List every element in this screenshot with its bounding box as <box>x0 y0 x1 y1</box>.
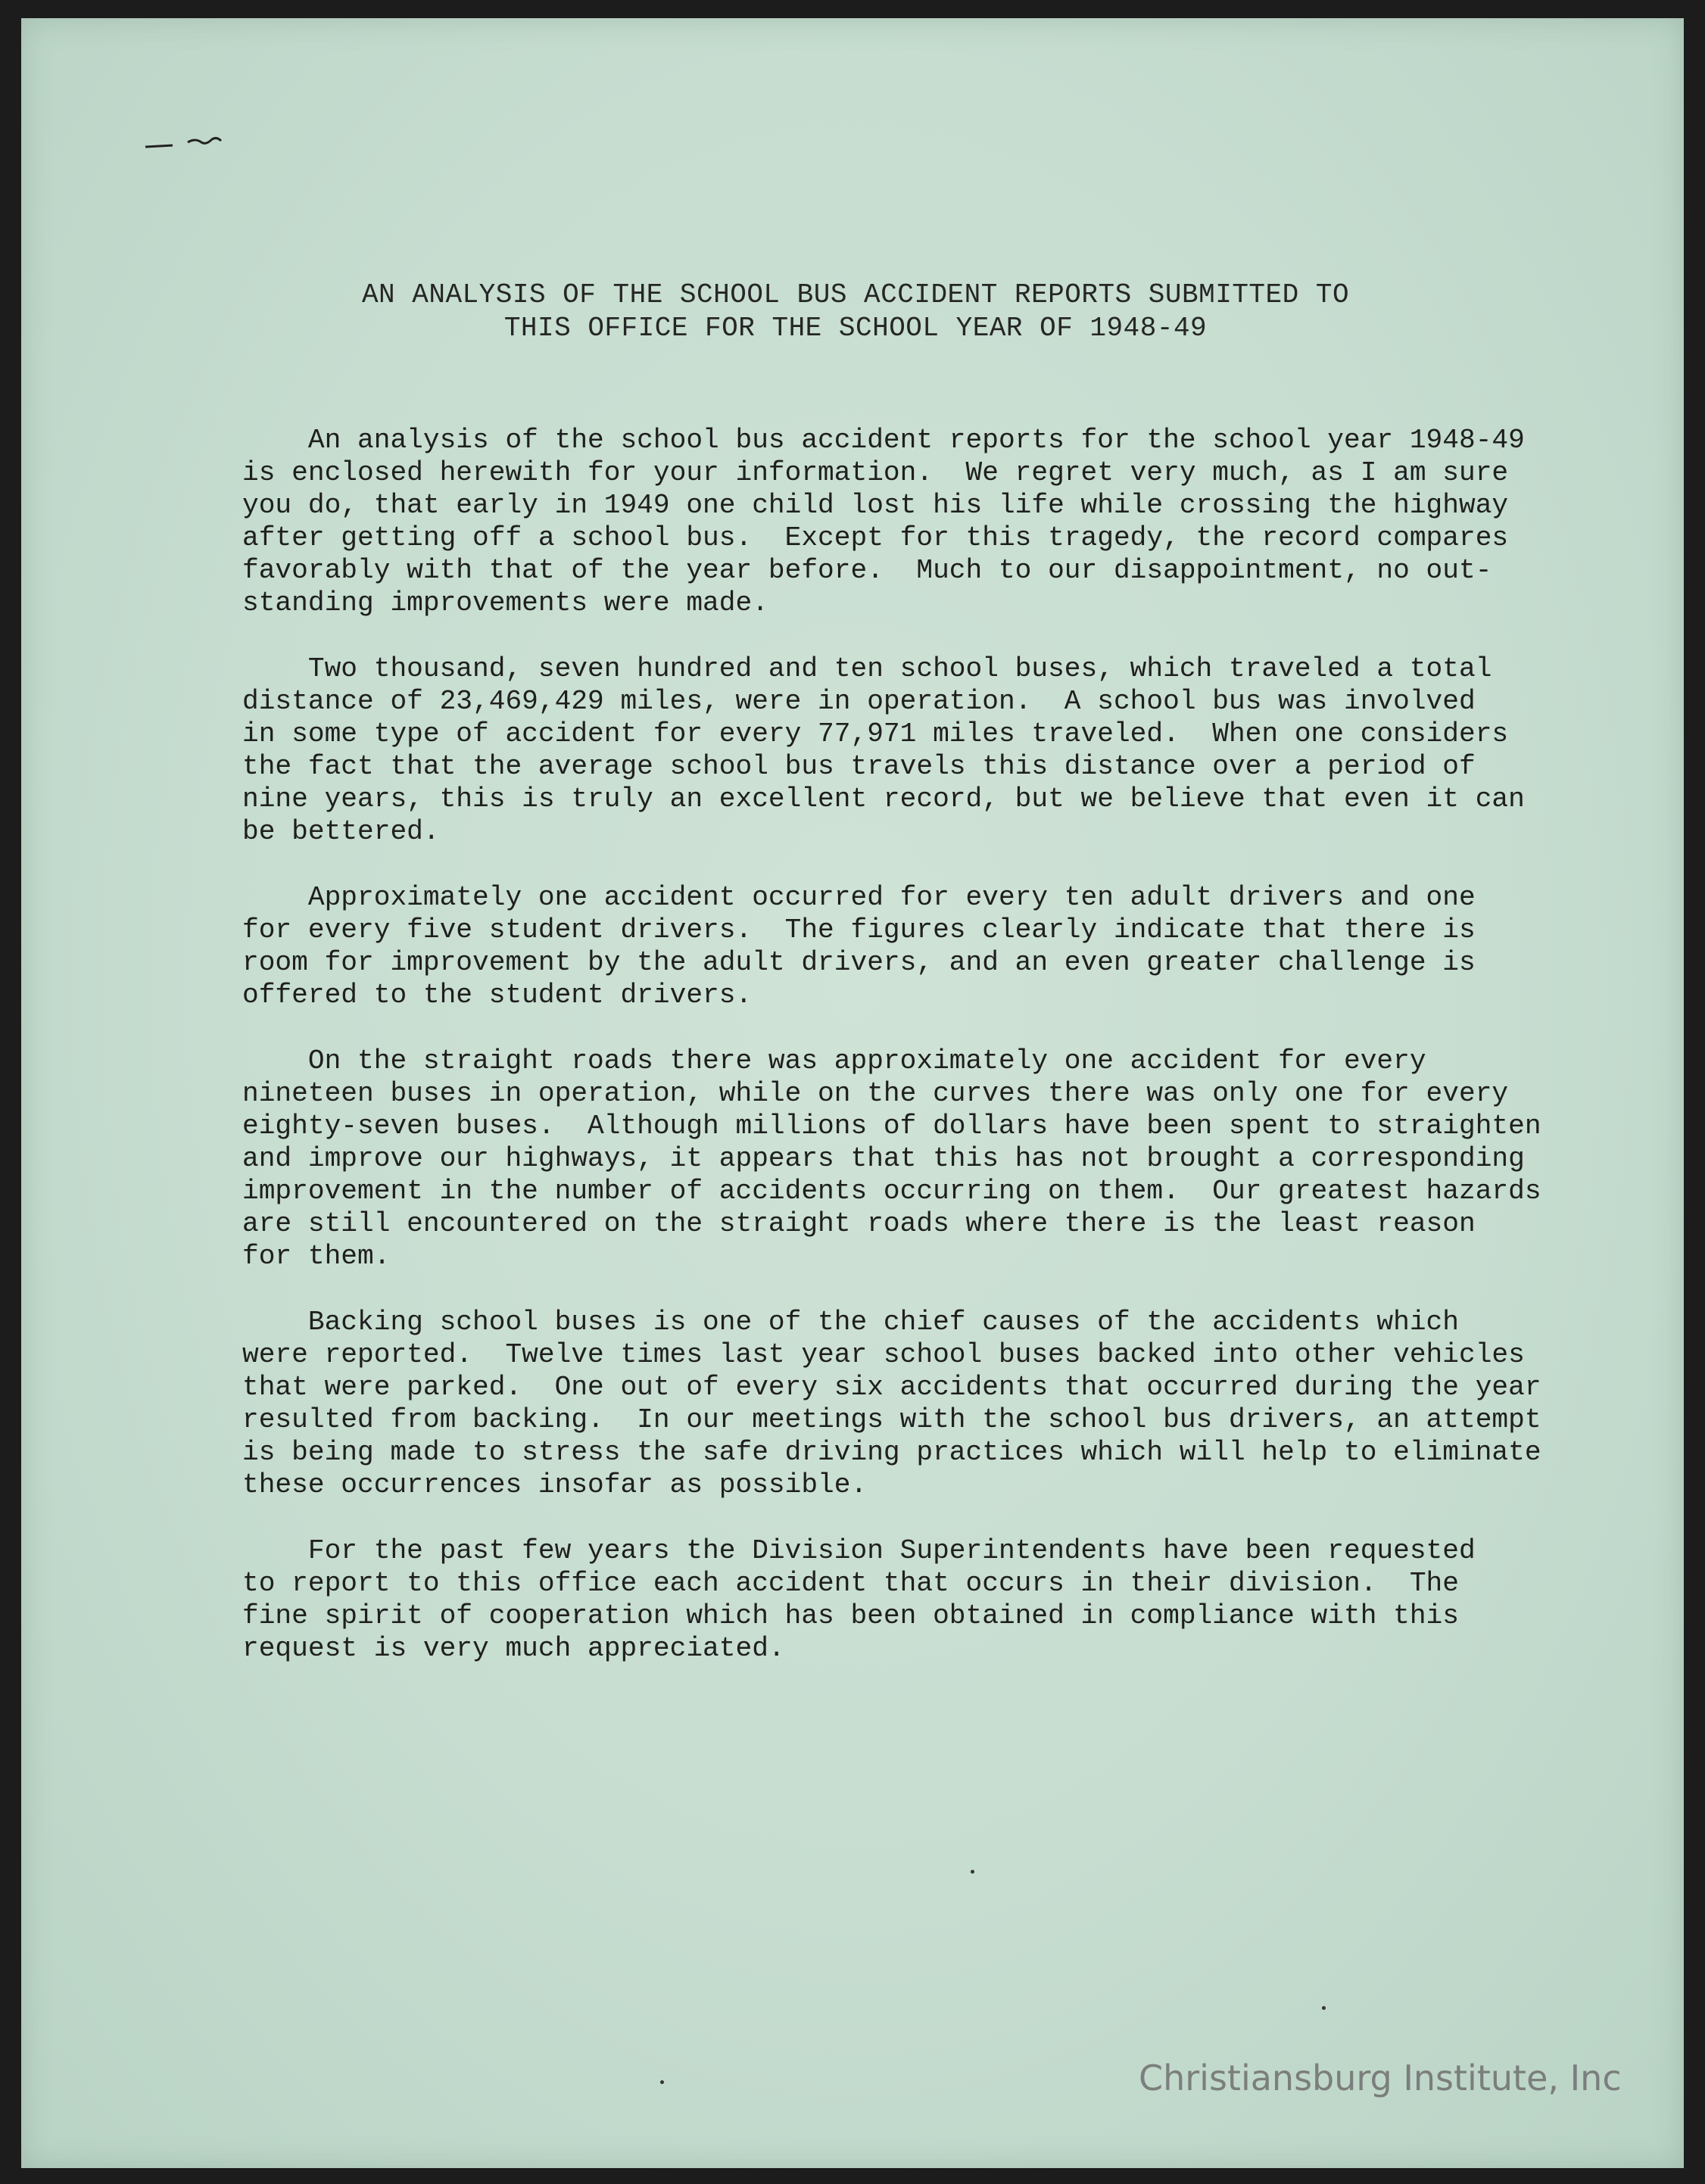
pen-mark <box>142 124 248 154</box>
title-line-2: THIS OFFICE FOR THE SCHOOL YEAR OF 1948-49 <box>503 313 1208 344</box>
paragraph-1: An analysis of the school bus accident reports for the school year 1948-49 is enclosed herewith for your information. We regret very much, as I am sure you do, that early in 1949 one child lost his life while crossing the highway after getting off a school bus. Except for this tragedy, the record compares favorably with that of the year before. Much to our disappointment, no out- standing improvements were made. <box>242 425 1525 618</box>
ink-speck <box>971 1870 974 1874</box>
paragraph-2: Two thousand, seven hundred and ten school buses, which traveled a total distance of 23,469,429 miles, were in operation. A school bus was involved in some type of accident for every 77,971 miles traveled. When one considers the fact that the average school bus travels this distance over a period of nine years, this is truly an excellent record, but we believe that even it can be bettered. <box>242 653 1525 847</box>
ink-speck <box>1322 2006 1326 2010</box>
document-title <box>227 279 1484 345</box>
paragraph-6: For the past few years the Division Superintendents have been requested to report to this office each accident that occurs in their division. The fine spirit of cooperation which has been obtained in compliance with this request is very much appreciated. <box>242 1535 1476 1664</box>
title-line-1: AN ANALYSIS OF THE SCHOOL BUS ACCIDENT REPORTS SUBMITTED TO <box>361 279 1350 310</box>
ink-speck <box>660 2080 664 2084</box>
paragraph-5: Backing school buses is one of the chief causes of the accidents which were reported. Twelve times last year school buses backed into other vehicles that were parked. One out of every six accidents that occurred during the year resulted from backing. In our meetings with the school bus drivers, an attempt is being made to stress the safe driving practices which will help to eliminate these occurrences insofar as possible. <box>242 1307 1541 1500</box>
document-body <box>242 424 1544 1698</box>
paragraph-4: On the straight roads there was approximately one accident for every nineteen buses in operation, while on the curves there was only one for every eighty-seven buses. Although millions of dollars have been spent to straighten and improve our highways, it appears that this has not brought a corresponding improvement in the number of accidents occurring on them. Our greatest hazards are still encountered on the straight roads where there is the least reason for them. <box>242 1045 1541 1272</box>
watermark: Christiansburg Institute, Inc <box>1139 2058 1622 2098</box>
paragraph-3: Approximately one accident occurred for every ten adult drivers and one for every five student drivers. The figures clearly indicate that there is room for improvement by the adult drivers, and an even greater challenge is offered to the student drivers. <box>242 882 1476 1011</box>
